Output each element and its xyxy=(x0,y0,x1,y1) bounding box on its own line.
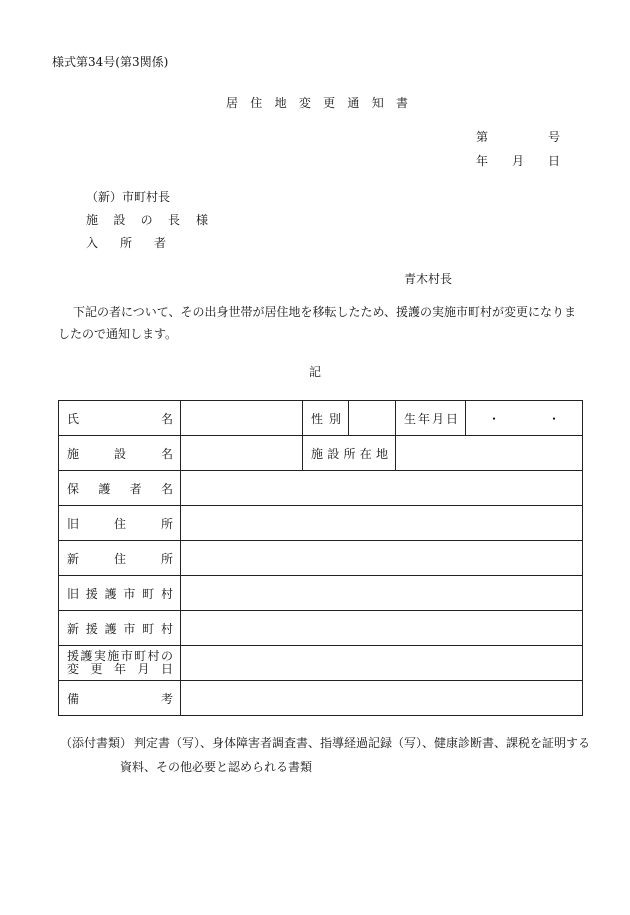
recipient-municipality: （新）市町村長 xyxy=(86,190,171,204)
name-value-cell[interactable] xyxy=(181,401,303,436)
facility-label-cell: 施設名 xyxy=(59,436,181,471)
date-line: 年 月 日 xyxy=(476,154,561,168)
table-row xyxy=(59,611,583,646)
facility-value-cell[interactable] xyxy=(181,436,303,471)
old-address-value-cell[interactable] xyxy=(181,506,583,541)
document-number-line: 第 号 xyxy=(476,130,561,144)
table-row xyxy=(59,541,583,576)
sex-value-cell[interactable] xyxy=(349,401,396,436)
facility-address-value-cell[interactable] xyxy=(396,436,583,471)
change-date-value-cell[interactable] xyxy=(181,646,583,681)
sex-label-cell: 性別 xyxy=(303,401,349,436)
dob-value-cell[interactable]: ・ ・ xyxy=(466,401,583,436)
recipients-block xyxy=(86,186,208,255)
old-municipality-value-cell[interactable] xyxy=(181,576,583,611)
honorific: 様 xyxy=(196,213,209,227)
recipient-resident: 入所者 xyxy=(86,236,166,250)
table-row xyxy=(59,646,583,681)
change-date-label-cell: 援護実施市町村の 変更年月日 xyxy=(59,646,181,681)
body-text: 下記の者について、その出身世帯が居住地を移転したため、援護の実施市町村が変更になりましたので通知します。 xyxy=(58,305,577,341)
new-address-value-cell[interactable] xyxy=(181,541,583,576)
ki-heading: 記 xyxy=(309,365,322,379)
recipient-facility-head: 施設の長 様 xyxy=(86,209,208,232)
table-row xyxy=(59,681,583,716)
table-row xyxy=(59,436,583,471)
table-row xyxy=(59,576,583,611)
facility-address-label-cell: 施設所在地 xyxy=(303,436,396,471)
table-row xyxy=(59,471,583,506)
guardian-value-cell[interactable] xyxy=(181,471,583,506)
new-address-label-cell: 新住所 xyxy=(59,541,181,576)
name-label-cell: 氏名 xyxy=(59,401,181,436)
info-table xyxy=(58,400,583,716)
remarks-value-cell[interactable] xyxy=(181,681,583,716)
sender: 青木村長 xyxy=(404,272,453,286)
attachments-label: （添付書類） xyxy=(60,736,133,750)
old-address-label-cell: 旧住所 xyxy=(59,506,181,541)
table-row xyxy=(59,401,583,436)
guardian-label-cell: 保護者名 xyxy=(59,471,181,506)
attachments-line-1: 判定書（写）、身体障害者調査書、指導経過記録（写）、健康診断書、課税を証明する xyxy=(134,736,591,750)
remarks-label-cell: 備考 xyxy=(59,681,181,716)
old-municipality-label-cell: 旧援護市町村 xyxy=(59,576,181,611)
dob-label-cell: 生年月日 xyxy=(396,401,466,436)
new-municipality-label-cell: 新援護市町村 xyxy=(59,611,181,646)
table-row xyxy=(59,506,583,541)
form-number: 様式第34号(第3関係) xyxy=(52,55,169,69)
document-title: 居住地変更通知書 xyxy=(226,96,408,110)
attachments-line-2: 資料、その他必要と認められる書類 xyxy=(120,760,313,774)
new-municipality-value-cell[interactable] xyxy=(181,611,583,646)
